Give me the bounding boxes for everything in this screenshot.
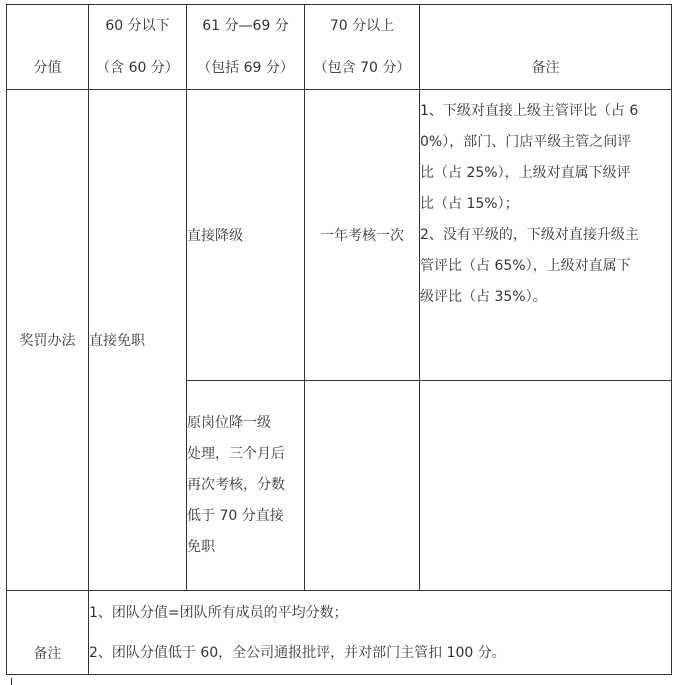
reward-remark-bottom-cell [420, 381, 672, 591]
reward-col2-bottom-line: 再次考核，分数 [187, 477, 285, 493]
reward-col2-bottom-cell [187, 381, 305, 591]
header-col3-cell [305, 5, 420, 90]
reward-col2-bottom-line: 处理，三个月后 [187, 446, 285, 462]
scoring-table [6, 4, 672, 675]
header-remark-label: 备注 [531, 60, 560, 76]
reward-col2-bottom-line: 免职 [187, 539, 215, 555]
header-row [7, 5, 672, 90]
reward-col3-cell [305, 90, 420, 381]
reward-col2-top-text: 直接降级 [187, 228, 243, 244]
reward-col3-text: 一年考核一次 [320, 228, 404, 244]
header-score-label: 分值 [33, 60, 62, 76]
header-col3-line1: 70 分以上 [329, 18, 395, 34]
header-remark-cell [420, 5, 672, 90]
header-col2-cell [187, 5, 305, 90]
reward-remark-line: 管评比（占 65%），上级对直属下 [420, 258, 631, 274]
reward-remark-line: 比（占 15%）； [420, 196, 519, 212]
notes-content-cell [89, 591, 672, 675]
reward-label: 奖罚办法 [19, 333, 76, 349]
notes-line: 1、团队分值=团队所有成员的平均分数； [89, 604, 348, 621]
reward-remark-line: 2、没有平级的，下级对直接升级主 [420, 227, 639, 243]
text-cursor [11, 678, 12, 685]
reward-col2-bottom-line: 低于 70 分直接 [187, 508, 284, 524]
reward-col2-top-cell [187, 90, 305, 381]
reward-remark-line: 1、下级对直接上级主管评比（占 6 [420, 103, 639, 119]
notes-line: 2、团队分值低于 60，全公司通报批评，并对部门主管扣 100 分。 [89, 644, 506, 661]
reward-remark-line: 0%），部门、门店平级主管之间评 [420, 134, 632, 150]
reward-col2-bottom-line: 原岗位降一级 [187, 415, 271, 431]
header-col1-line2: （含 60 分） [96, 60, 179, 76]
notes-label: 备注 [33, 646, 62, 662]
reward-remark-line: 比（占 25%），上级对直属下级评 [420, 165, 631, 181]
notes-label-cell [7, 591, 89, 675]
header-col1-cell [89, 5, 187, 90]
reward-remark-line: 级评比（占 35%）。 [420, 289, 547, 305]
reward-col1-text: 直接免职 [89, 333, 145, 349]
reward-label-cell [7, 90, 89, 591]
header-col1-line1: 60 分以下 [105, 18, 170, 34]
header-col3-line2: （包含 70 分） [313, 60, 411, 76]
notes-row [7, 591, 672, 675]
header-col2-line2: （包括 69 分） [197, 60, 294, 76]
reward-remark-cell [420, 90, 672, 381]
reward-row-top [7, 90, 672, 381]
header-score-cell [7, 5, 89, 90]
header-col2-line1: 61 分—69 分 [202, 18, 289, 34]
reward-col1-cell [89, 90, 187, 591]
reward-col3-bottom-cell [305, 381, 420, 591]
